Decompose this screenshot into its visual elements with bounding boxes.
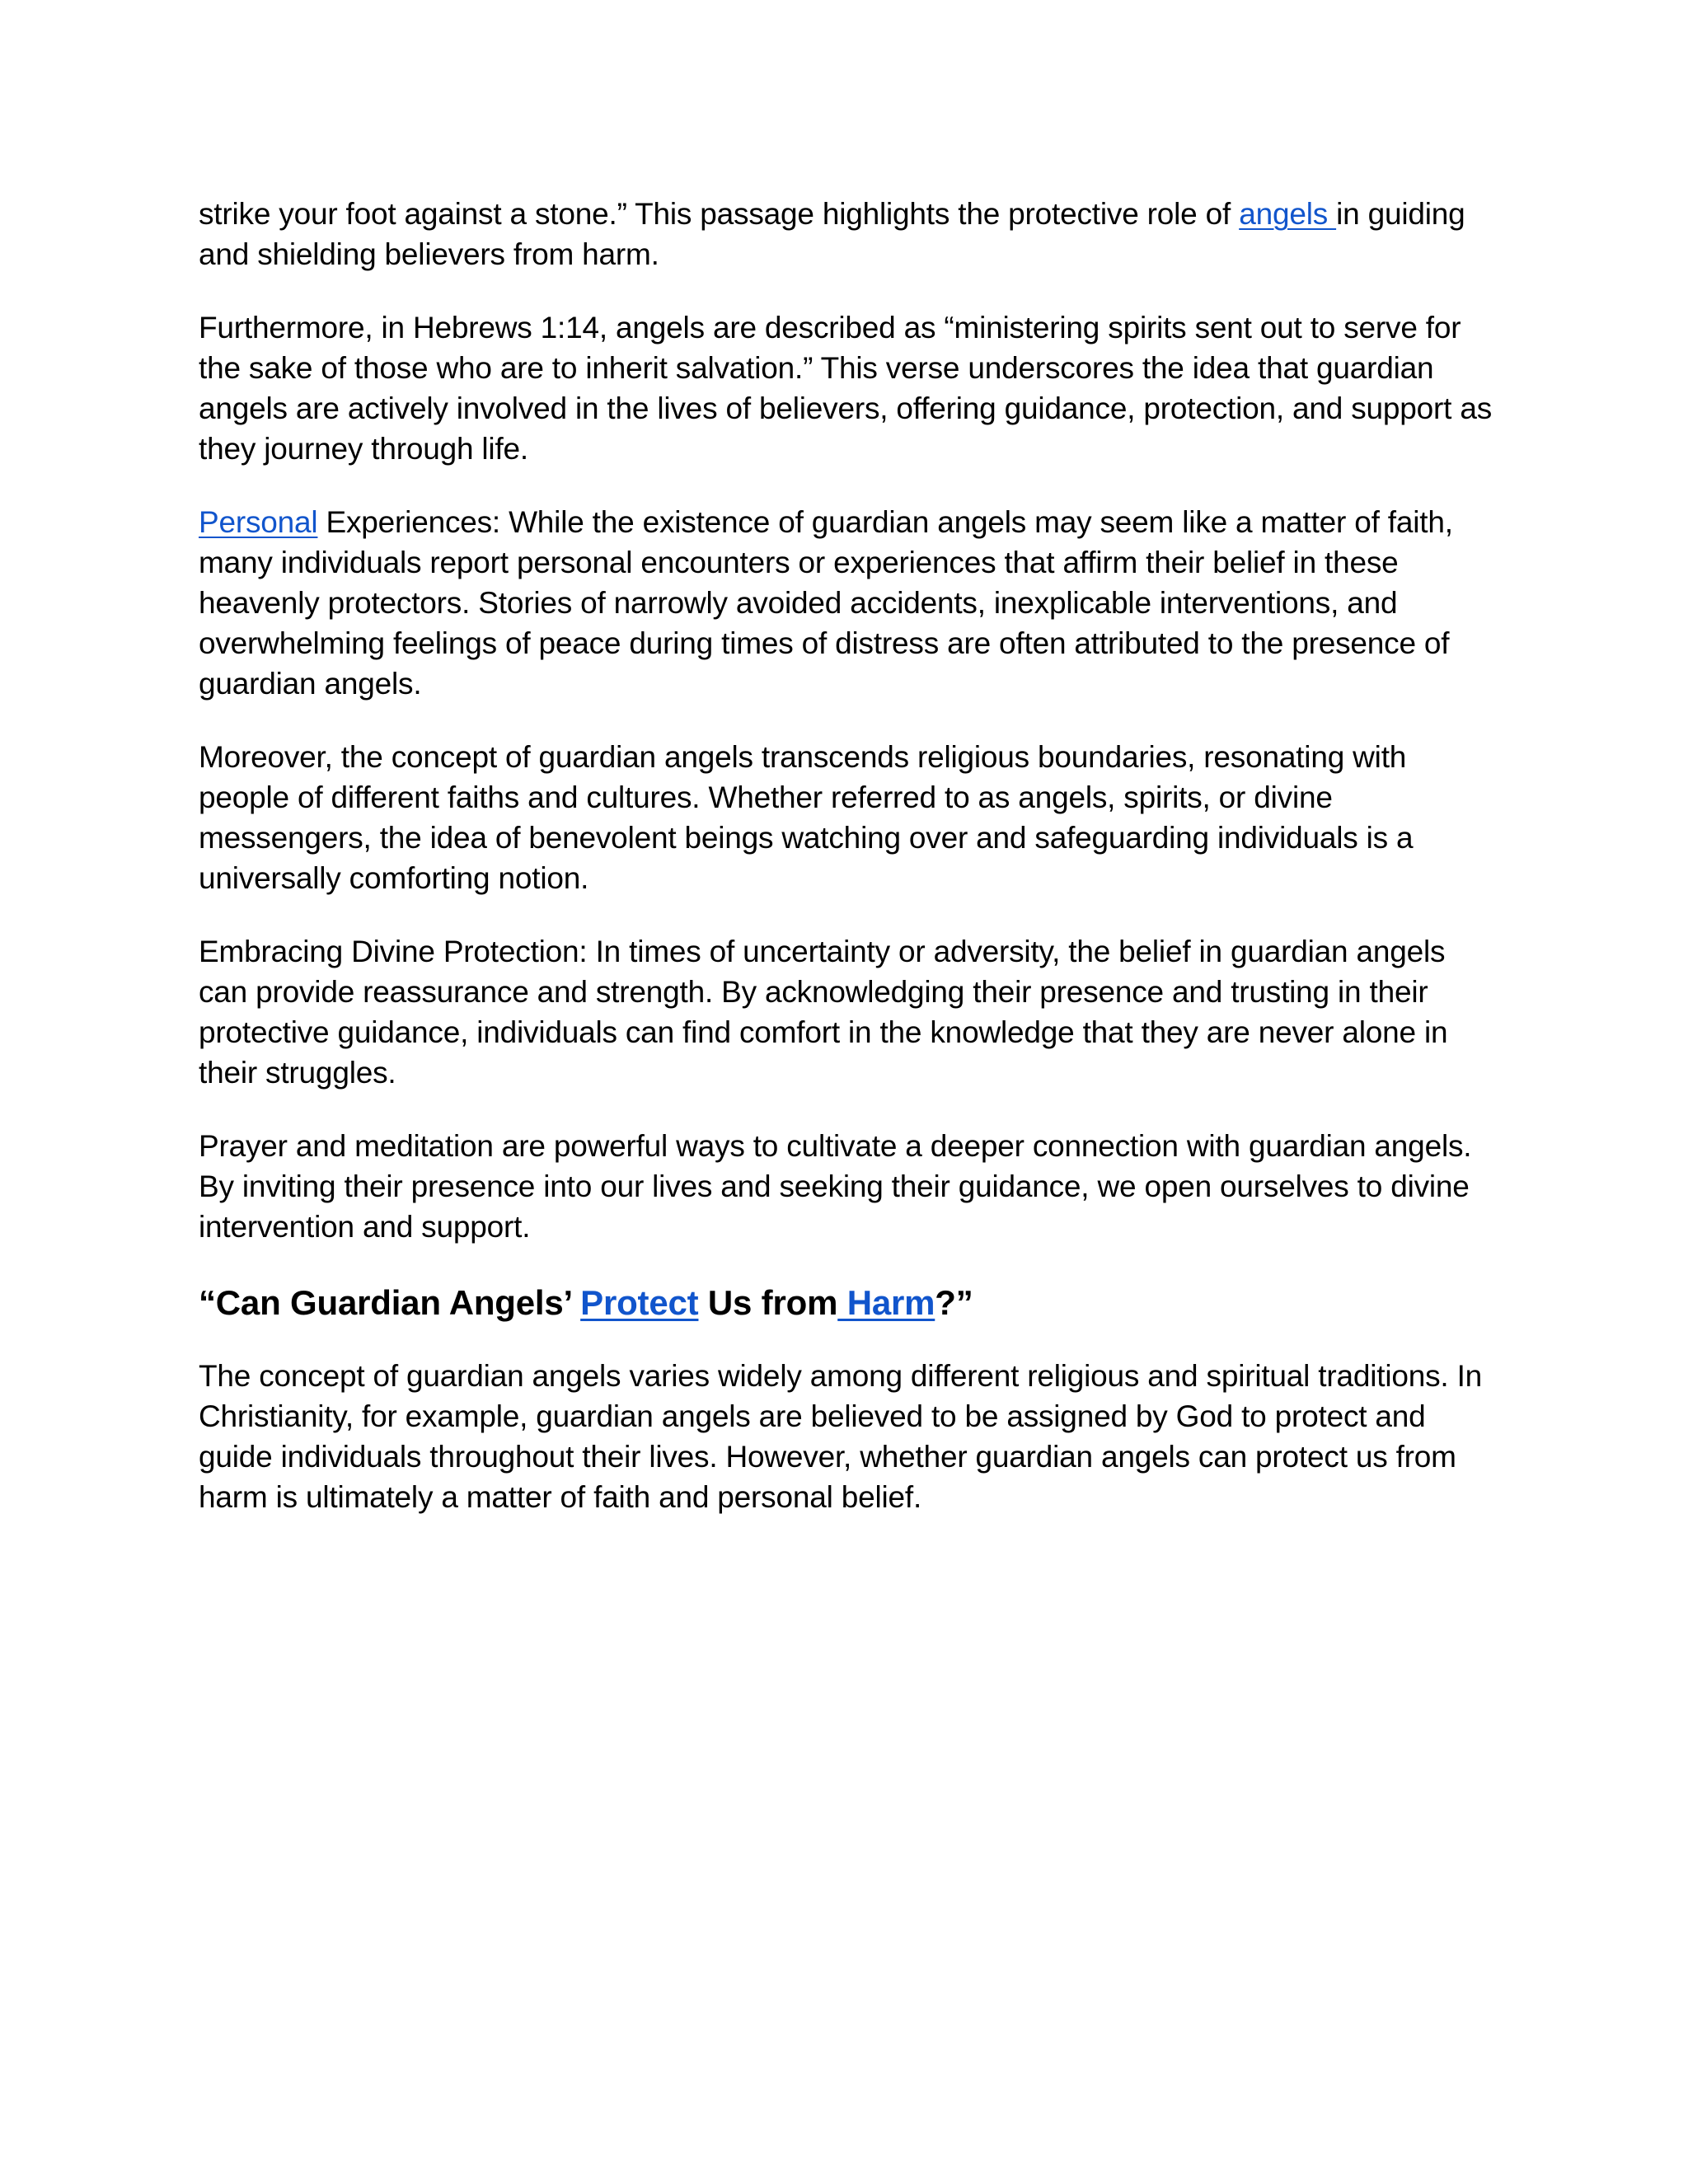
paragraph-text: in guiding and shielding believers from harm. xyxy=(199,197,1465,271)
paragraph-religious-boundaries: Moreover, the concept of guardian angels transcends religious boundaries, resonating with people of different faiths and cultures. Whether referred to as angels, spirits, or divine messengers, the idea of benevolent beings watching over and safeguarding individuals is a universally comforting notion. xyxy=(199,740,1414,895)
heading-text: Us from xyxy=(698,1283,838,1322)
paragraph-text: strike your foot against a stone.” This passage highlights the protective role of xyxy=(199,197,1240,231)
section-heading xyxy=(199,1280,1493,1326)
paragraph-prayer-meditation: Prayer and meditation are powerful ways to cultivate a deeper connection with guardian angels. By inviting their presence into our lives and seeking their guidance, we open ourselves to divine intervention and support. xyxy=(199,1129,1472,1244)
personal-link[interactable]: Personal xyxy=(199,505,318,539)
heading-text: “Can Guardian Angels’ xyxy=(199,1283,581,1322)
paragraph-psalm-protection xyxy=(199,194,1493,274)
paragraph-concept-traditions: The concept of guardian angels varies widely among different religious and spiritual traditions. In Christianity, for example, guardian angels are believed to be assigned by God to protect and guide individuals throughout their lives. However, whether guardian angels can protect us from harm is ultimately a matter of faith and personal belief. xyxy=(199,1359,1483,1514)
paragraph-divine-protection: Embracing Divine Protection: In times of uncertainty or adversity, the belief in guardian angels can provide reassurance and strength. By acknowledging their presence and trusting in their protective guidance, individuals can find comfort in the knowledge that they are never alone in their struggles. xyxy=(199,935,1448,1090)
protect-link[interactable]: Protect xyxy=(580,1283,699,1322)
paragraph-text: Experiences: While the existence of guardian angels may seem like a matter of faith, many individuals report personal encounters or experiences that affirm their belief in these heavenly protectors. Stories of narrowly avoided accidents, inexplicable interventions, and overwhelming feelings of peace during times of distress are often attributed to the presence of guardian angels. xyxy=(199,505,1453,701)
paragraph-personal-experiences xyxy=(199,502,1493,704)
heading-text: ?” xyxy=(935,1283,973,1322)
angels-link[interactable]: angels xyxy=(1239,197,1337,231)
harm-link[interactable]: Harm xyxy=(837,1283,935,1322)
paragraph-hebrews: Furthermore, in Hebrews 1:14, angels are described as “ministering spirits sent out to serve for the sake of those who are to inherit salvation.” This verse underscores the idea that guardian angels are actively involved in the lives of believers, offering guidance, protection, and support as they journey through life. xyxy=(199,311,1493,466)
document-body xyxy=(199,194,1493,1550)
